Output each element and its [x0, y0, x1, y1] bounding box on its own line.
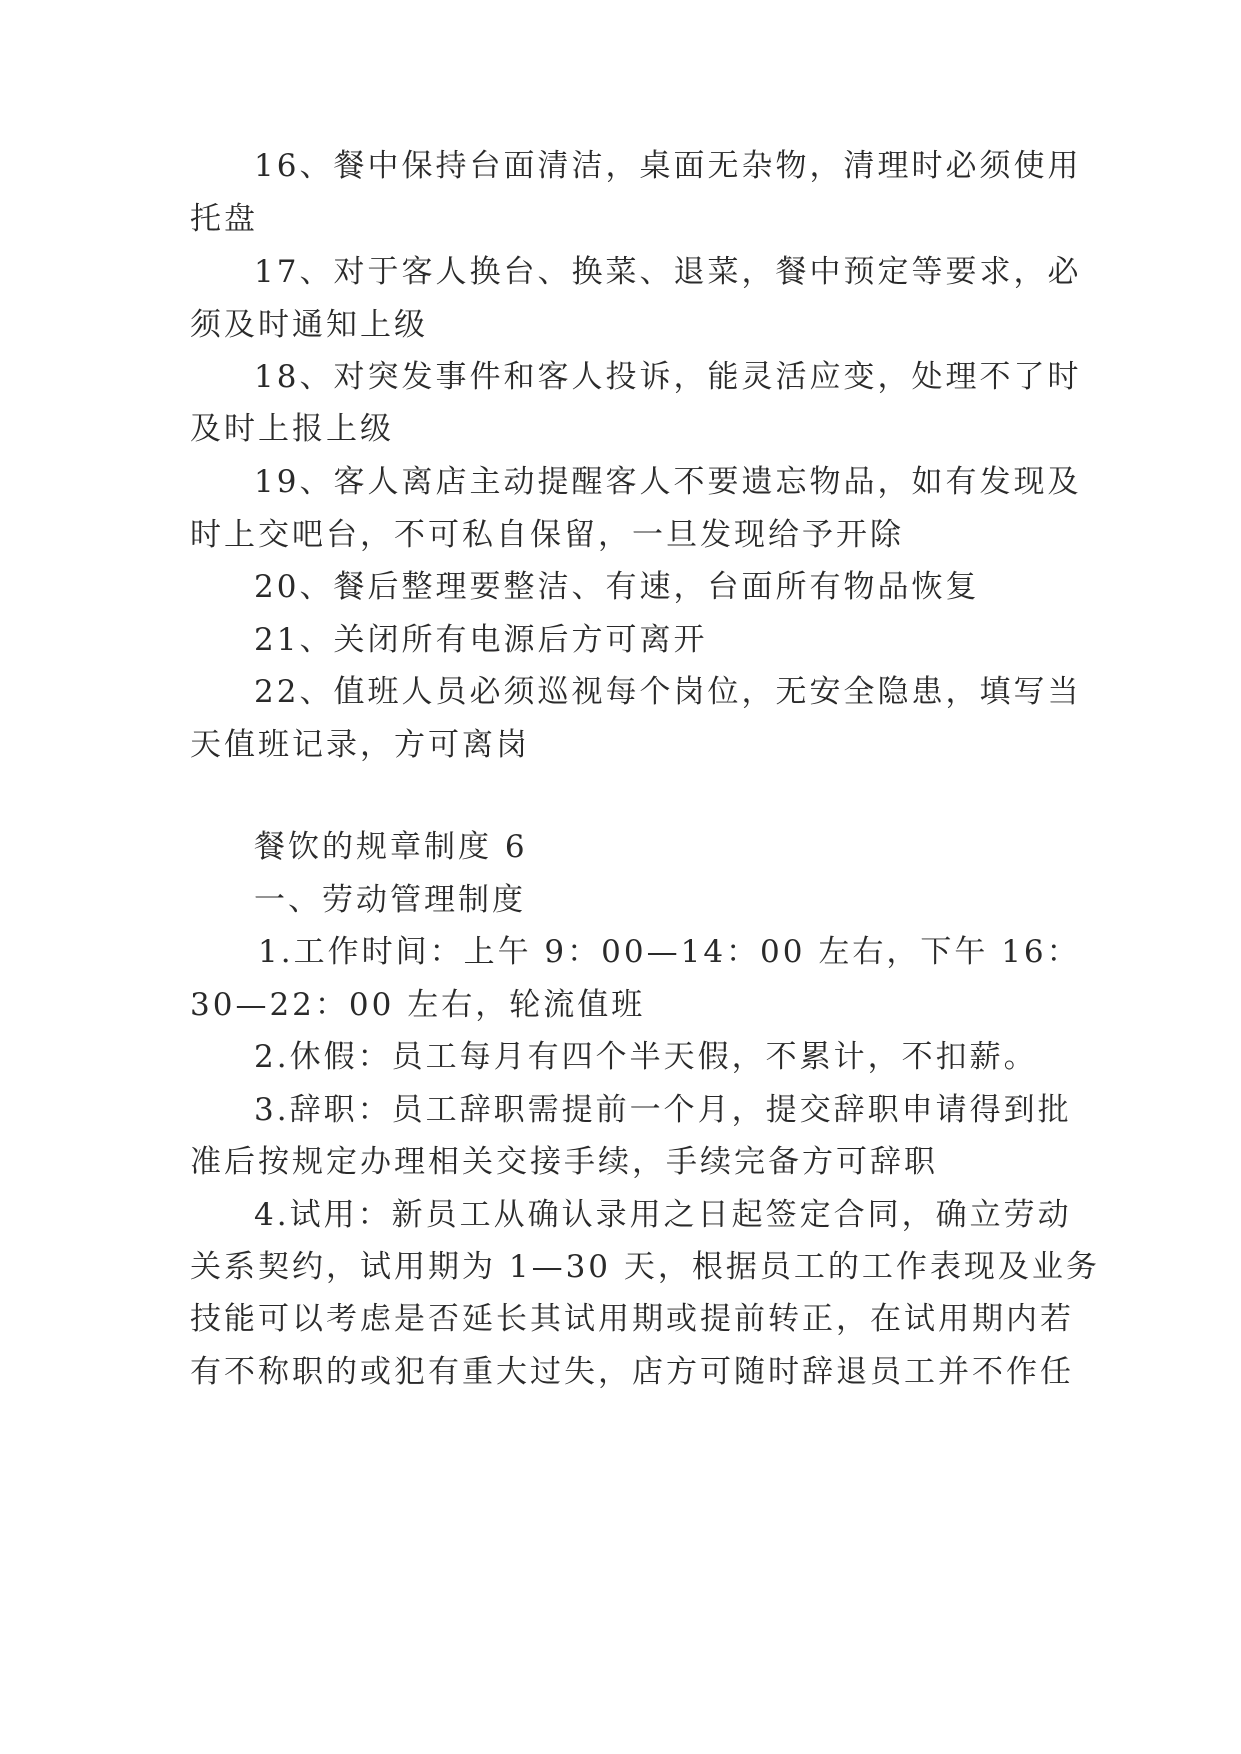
item-19-line-2: 时上交吧台，不可私自保留，一旦发现给予开除: [190, 517, 904, 553]
rule-1-line-2: 30—22：00 左右，轮流值班: [190, 987, 646, 1023]
rule-3-line-2: 准后按规定办理相关交接手续，手续完备方可辞职: [190, 1144, 938, 1180]
item-17-line-2: 须及时通知上级: [190, 307, 428, 343]
item-16-line-2: 托盘: [190, 201, 258, 237]
rule-3-line-1: 3.辞职：员工辞职需提前一个月，提交辞职申请得到批: [254, 1092, 1072, 1128]
rule-4-line-2: 关系契约，试用期为 1—30 天，根据员工的工作表现及业务: [190, 1249, 1100, 1285]
section-heading: 餐饮的规章制度 6: [254, 829, 528, 865]
item-16-line-1: 16、餐中保持台面清洁，桌面无杂物，清理时必须使用: [254, 148, 1082, 184]
section-subheading: 一、劳动管理制度: [254, 882, 526, 918]
item-18-line-2: 及时上报上级: [190, 411, 394, 447]
rule-4-line-3: 技能可以考虑是否延长其试用期或提前转正，在试用期内若: [190, 1301, 1074, 1337]
item-18-line-1: 18、对突发事件和客人投诉，能灵活应变，处理不了时: [254, 359, 1082, 395]
item-17-line-1: 17、对于客人换台、换菜、退菜，餐中预定等要求，必: [254, 254, 1082, 290]
rule-4-line-4: 有不称职的或犯有重大过失，店方可随时辞退员工并不作任: [190, 1354, 1074, 1390]
item-21-line-1: 21、关闭所有电源后方可离开: [254, 622, 708, 658]
item-22-line-1: 22、值班人员必须巡视每个岗位，无安全隐患，填写当: [254, 674, 1082, 710]
item-22-line-2: 天值班记录，方可离岗: [190, 727, 530, 763]
rule-1-line-1: 1.工作时间：上午 9：00—14：00 左右，下午 16：: [258, 934, 1081, 970]
rule-2-line-1: 2.休假：员工每月有四个半天假，不累计，不扣薪。: [254, 1039, 1038, 1075]
item-19-line-1: 19、客人离店主动提醒客人不要遗忘物品，如有发现及: [254, 464, 1082, 500]
item-20-line-1: 20、餐后整理要整洁、有速，台面所有物品恢复: [254, 569, 980, 605]
rule-4-line-1: 4.试用：新员工从确认录用之日起签定合同，确立劳动: [254, 1197, 1072, 1233]
